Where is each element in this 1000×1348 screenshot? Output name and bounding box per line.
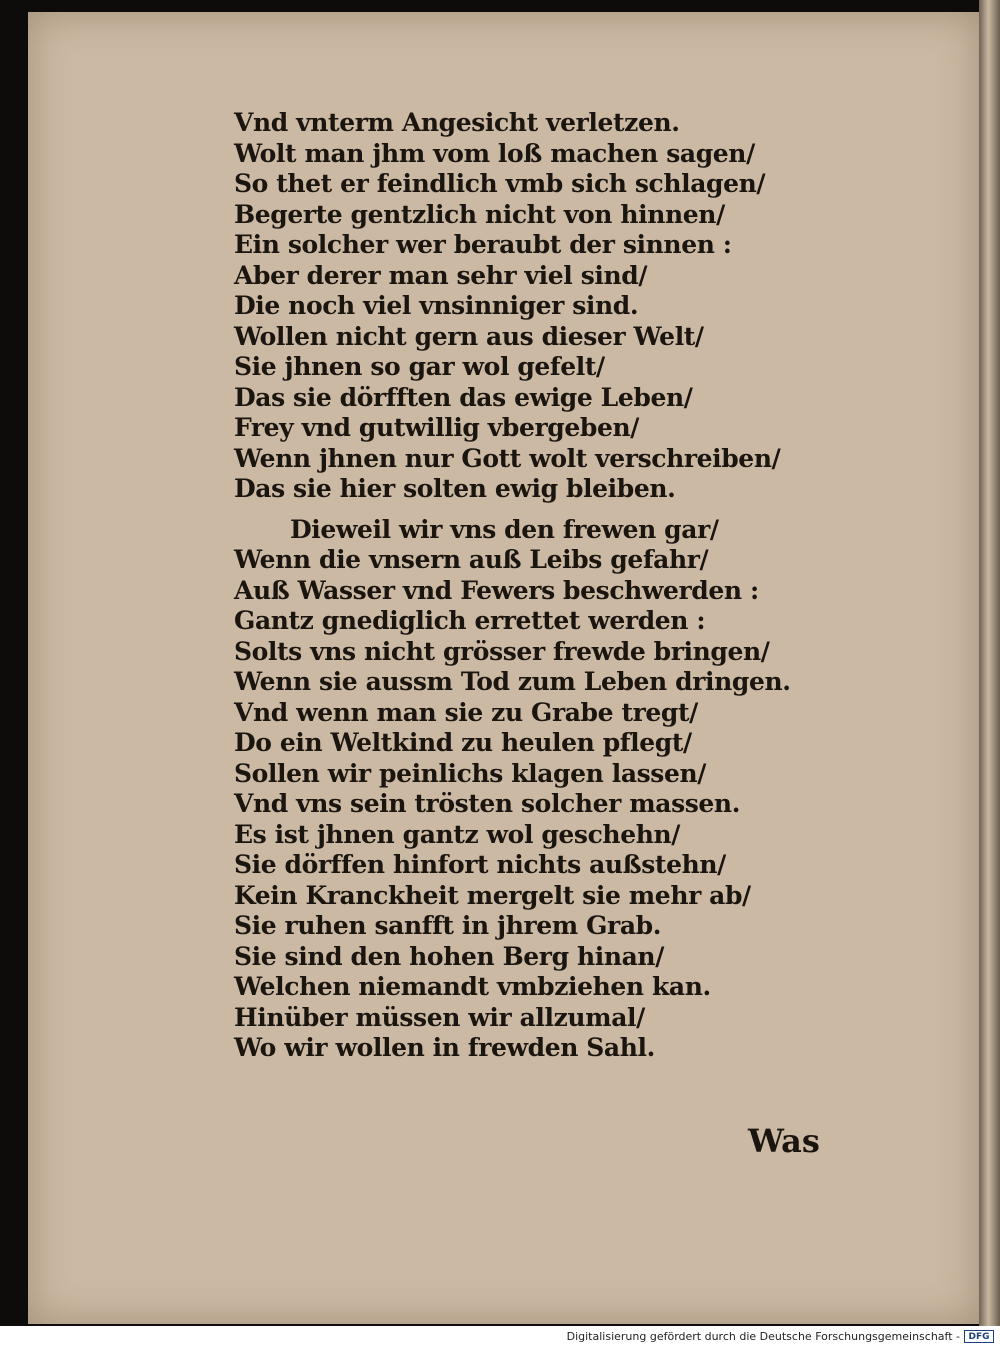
poem-line: Wenn jhnen nur Gott wolt verschreiben/ [234,443,781,473]
poem-line: Hinüber müssen wir allzumal/ [234,1002,645,1032]
poem-line: Es ist jhnen gantz wol geschehn/ [234,819,680,849]
poem-line: Das sie hier solten ewig bleiben. [234,474,676,503]
poem-line: Solts vns nicht grösser frewde bringen/ [234,636,770,666]
poem-line: Das sie dörfften das ewige Leben/ [234,382,693,412]
poem-line: Wenn sie aussm Tod zum Leben dringen. [234,667,791,696]
poem-line: Kein Kranckheit mergelt sie mehr ab/ [234,880,751,910]
poem-line: Sollen wir peinlichs klagen lassen/ [234,758,706,788]
poem-line: Vnd wenn man sie zu Grabe tregt/ [234,697,698,727]
poem-line: Wo wir wollen in frewden Sahl. [234,1033,655,1062]
funding-notice: Digitalisierung gefördert durch die Deutsche Forschungsgemeinschaft - [566,1330,960,1343]
poem-line: Begerte gentzlich nicht von hinnen/ [234,199,725,229]
poem-line: Die noch viel vnsinniger sind. [234,291,639,320]
poem-line: Sie dörffen hinfort nichts außstehn/ [234,850,726,879]
stanza-break [234,505,754,515]
poem-line: Vnd vns sein trösten solcher massen. [234,789,741,818]
poem-line: Sie sind den hohen Berg hinan/ [234,941,664,971]
dfg-logo-icon: DFG [964,1330,994,1343]
poem-line: Gantz gnediglich errettet werden : [234,606,706,635]
footer-bar [0,1326,1000,1348]
poem-line: Dieweil wir vns den frewen gar/ [290,514,719,544]
poem-line: Auß Wasser vnd Fewers beschwerden : [234,575,759,605]
poem-line: Ein solcher wer beraubt der sinnen : [234,230,732,259]
poem-line: Wollen nicht gern aus dieser Welt/ [234,321,704,351]
poem-line: Wenn die vnsern auß Leibs gefahr/ [234,545,709,574]
poem-text [234,108,791,1064]
poem-line: Welchen niemandt vmbziehen kan. [234,972,711,1001]
poem-line: So thet er feindlich vmb sich schlagen/ [234,169,766,198]
poem-line: Wolt man jhm vom loß machen sagen/ [234,138,755,168]
poem-line: Do ein Weltkind zu heulen pflegt/ [234,728,692,757]
page-edge [979,0,1000,1326]
poem-line: Vnd vnterm Angesicht verletzen. [234,108,680,137]
poem-line: Frey vnd gutwillig vbergeben/ [234,413,639,442]
poem-line: Sie ruhen sanfft in jhrem Grab. [234,911,662,940]
poem-line: Aber derer man sehr viel sind/ [234,260,648,290]
catchword: Was [748,1122,820,1160]
poem-line: Sie jhnen so gar wol gefelt/ [234,352,605,381]
